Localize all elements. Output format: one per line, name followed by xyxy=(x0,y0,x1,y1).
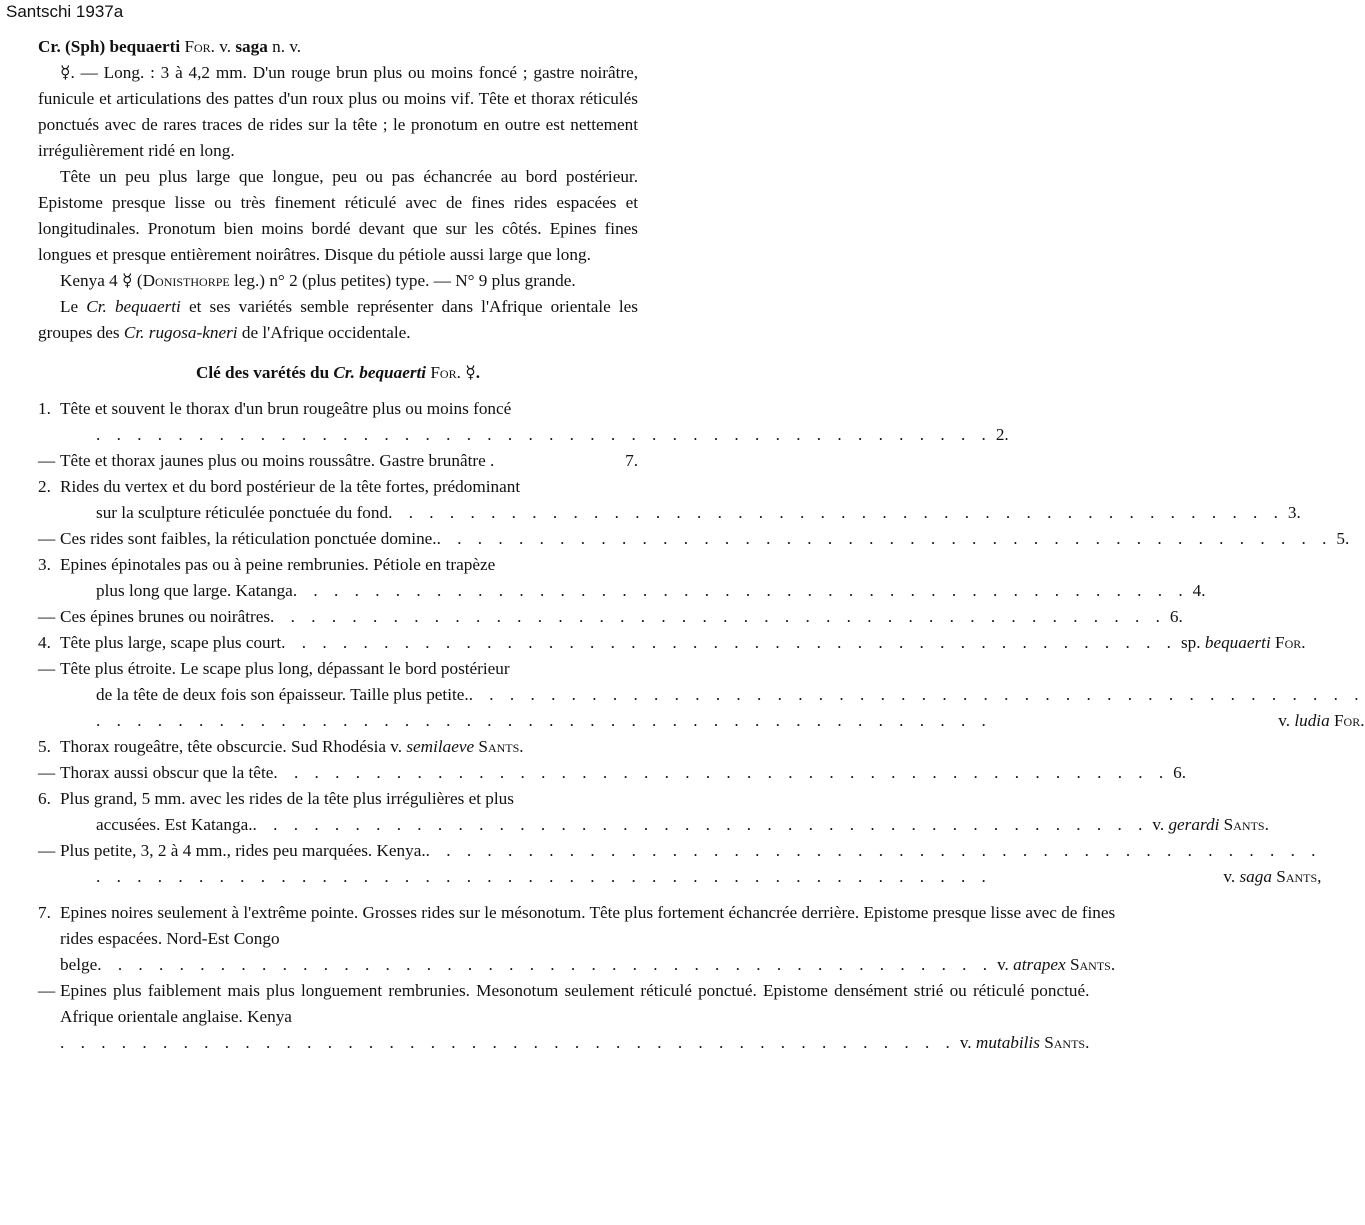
key-dash: — xyxy=(38,763,56,782)
title-v: v. xyxy=(219,37,232,56)
leader-dots: . . . . . . . . . . . . . . . . . . . . . . . . . . . . . . . . . . . . . . . . . . . . xyxy=(273,763,1170,782)
key-author: Sants. xyxy=(1044,1033,1090,1052)
key-result: 2. xyxy=(995,425,1009,444)
key-dash: — xyxy=(38,659,56,678)
key-rank: sp. xyxy=(1180,633,1205,652)
key-couplet-4a xyxy=(38,630,1306,656)
remark-species-2: Cr. rugosa-kneri xyxy=(123,323,238,342)
key-number: 7. xyxy=(38,903,51,922)
key-text: Plus petite, 3, 2 à 4 mm., rides peu marquées. Kenya. xyxy=(60,841,426,860)
title-nv: n. v. xyxy=(272,37,302,56)
key-text: Epines noires seulement à l'extrême pointe. Grosses rides sur le mésonotum. Tête plus fortement échancrée derrière. Epistome presque lisse avec de fines rides espacées. Nord-Est Congo xyxy=(60,903,1116,948)
material-text-b: leg.) n° 2 (plus petites) type. — N° 9 plus grande. xyxy=(229,271,576,290)
key-result: 4. xyxy=(1192,581,1206,600)
key-dash: — xyxy=(38,841,56,860)
title-species: bequaerti xyxy=(109,37,181,56)
key-number: 4. xyxy=(38,633,51,652)
leader-dots: . . . . . . . . . . . . . . . . . . . . . . . . . . . . . . . . . . . . . . . . . . . . xyxy=(252,815,1149,834)
key-text: Tête et souvent le thorax d'un brun rougeâtre plus ou moins foncé xyxy=(60,399,512,418)
description-paragraph-1: ☿. — Long. : 3 à 4,2 mm. D'un rouge brun plus ou moins foncé ; gastre noirâtre, funicule et articulations des pattes d'un roux plus ou moins vif. Tête et thorax réticulés ponctués avec de rares traces de rides sur la tête ; le pronotum en outre est nettement irrégulièrement ridé en long. xyxy=(38,63,638,160)
key-dash: — xyxy=(38,451,56,470)
key-text: plus long que large. Katanga xyxy=(96,581,293,600)
key-heading-author: For. xyxy=(430,363,461,382)
key-taxon: ludia xyxy=(1294,711,1330,730)
key-result: 6. xyxy=(1169,607,1183,626)
key-author: For. xyxy=(1275,633,1306,652)
key-text: Plus grand, 5 mm. avec les rides de la tête plus irrégulières et plus xyxy=(60,789,514,808)
key-author: For. xyxy=(1333,711,1365,730)
key-author: Sants. xyxy=(478,737,524,756)
key-couplet-2b xyxy=(38,526,1350,552)
key-rank: v. xyxy=(1278,711,1295,730)
key-author: Sants, xyxy=(1276,867,1322,886)
leader-dots: . . . . . . . . . . . . . . . . . . . . . . . . . . . . . . . . . . . . . . . . . . . . xyxy=(292,581,1189,600)
key-couplet-7a xyxy=(38,900,1116,978)
key-couplet-6b xyxy=(38,838,1322,890)
key-couplet-4b xyxy=(38,656,1365,734)
key-text: Rides du vertex et du bord postérieur de la tête fortes, prédominant xyxy=(60,477,521,496)
key-text: Ces épines brunes ou noirâtres xyxy=(60,607,271,626)
leader-dots: . . . . . . . . . . . . . . . . . . . . . . . . . . . . . . . . . . . . . . . . . . . . xyxy=(96,867,992,886)
key-dash: — xyxy=(38,981,56,1000)
key-text: Thorax aussi obscur que la tête xyxy=(60,763,274,782)
key-couplet-5b xyxy=(38,760,1187,786)
leader-dots: . . . . . . . . . . . . . . . . . . . . . . . . . . . . . . . . . . . . . . . . . . . . xyxy=(468,685,1365,704)
key-couplet-3b xyxy=(38,604,1183,630)
remark-text-a: Le xyxy=(60,297,87,316)
leader-dots: . . . . . . . . . . . . . . . . . . . . . . . . . . . . . . . . . . . . . . . . . . . . xyxy=(425,841,1322,860)
key-couplet-2a xyxy=(38,474,1301,526)
key-text: Ces rides sont faibles, la réticulation ponctuée domine. xyxy=(60,529,437,548)
key-result: 7. xyxy=(625,451,638,470)
key-result: 5. xyxy=(1336,529,1350,548)
document-body xyxy=(38,34,1365,1056)
key-text: Epines plus faiblement mais plus longuement rembrunies. Mesonotum seulement réticulé ponctué. Epistome densément strié ou réticulé ponctué. Afrique orientale anglaise. Kenya xyxy=(60,981,1090,1026)
key-dash: — xyxy=(38,607,56,626)
remark-paragraph xyxy=(38,294,638,346)
key-number: 2. xyxy=(38,477,51,496)
key-text: Tête plus large, scape plus court xyxy=(60,633,282,652)
key-text: Tête plus étroite. Le scape plus long, dépassant le bord postérieur xyxy=(60,659,510,678)
key-couplet-1b xyxy=(38,448,638,474)
key-taxon: atrapex xyxy=(1013,955,1066,974)
remark-text-b: et ses variétés semble représenter dans l'Afrique orientale les groupes des xyxy=(38,297,638,342)
key-couplet-3a xyxy=(38,552,1206,604)
key-text: Tête et thorax jaunes plus ou moins roussâtre. Gastre brunâtre . xyxy=(60,451,495,470)
key-text: Thorax rougeâtre, tête obscurcie. Sud Rhodésia v. xyxy=(60,737,407,756)
key-number: 3. xyxy=(38,555,51,574)
key-result: 6. xyxy=(1173,763,1187,782)
key-rank: v. xyxy=(959,1033,976,1052)
key-heading-caste: ☿. xyxy=(465,363,481,382)
key-text: Epines épinotales pas ou à peine rembrunies. Pétiole en trapèze xyxy=(60,555,496,574)
key-text: accusées. Est Katanga. xyxy=(96,815,253,834)
key-rank: v. xyxy=(1152,815,1169,834)
key-text: de la tête de deux fois son épaisseur. Taille plus petite. xyxy=(96,685,469,704)
key-heading xyxy=(38,360,638,386)
collector-name: Donisthorpe xyxy=(142,271,230,290)
key-taxon: gerardi xyxy=(1168,815,1220,834)
leader-dots: . . . . . . . . . . . . . . . . . . . . . . . . . . . . . . . . . . . . . . . . . . . . xyxy=(270,607,1166,626)
key-taxon: bequaerti xyxy=(1204,633,1271,652)
title-genus: Cr. (Sph) xyxy=(38,37,106,56)
page-header: Santschi 1937a xyxy=(6,2,124,21)
key-couplet-7b xyxy=(38,978,1090,1056)
key-text: belge xyxy=(60,955,98,974)
key-couplet-6a xyxy=(38,786,1269,838)
leader-dots: . . . . . . . . . . . . . . . . . . . . . . . . . . . . . . . . . . . . . . . . . . . . xyxy=(96,425,992,444)
key-result: 3. xyxy=(1287,503,1301,522)
leader-dots: . . . . . . . . . . . . . . . . . . . . . . . . . . . . . . . . . . . . . . . . . . . . xyxy=(96,711,992,730)
taxon-title xyxy=(38,34,638,60)
key-couplet-1a xyxy=(38,396,1009,448)
key-heading-text: Clé des varétés du xyxy=(195,363,334,382)
leader-dots: . . . . . . . . . . . . . . . . . . . . . . . . . . . . . . . . . . . . . . . . . . . . xyxy=(281,633,1177,652)
key-number: 1. xyxy=(38,399,51,418)
leader-dots: . . . . . . . . . . . . . . . . . . . . . . . . . . . . . . . . . . . . . . . . . . . . xyxy=(388,503,1284,522)
key-couplet-5a xyxy=(38,734,638,760)
remark-species-1: Cr. bequaerti xyxy=(86,297,181,316)
title-variety: saga xyxy=(235,37,268,56)
key-rank: v. xyxy=(997,955,1014,974)
key-dash: — xyxy=(38,529,56,548)
key-taxon: saga xyxy=(1239,867,1272,886)
material-paragraph xyxy=(38,268,638,294)
key-heading-species: Cr. bequaerti xyxy=(333,363,427,382)
leader-dots: . . . . . . . . . . . . . . . . . . . . . . . . . . . . . . . . . . . . . . . . . . . . xyxy=(436,529,1333,548)
description-paragraph-2: Tête un peu plus large que longue, peu ou pas échancrée au bord postérieur. Epistome presque lisse ou très finement réticulé avec de fines rides espacées et longitudinales. Pronotum bien moins bordé devant que sur les côtés. Epines fines longues et presque entièrement noirâtres. Disque du pétiole aussi large que long. xyxy=(38,167,638,264)
key-taxon: semilaeve xyxy=(406,737,475,756)
title-author: For. xyxy=(184,37,215,56)
key-number: 5. xyxy=(38,737,51,756)
key-text: sur la sculpture réticulée ponctuée du fond xyxy=(96,503,389,522)
leader-dots: . . . . . . . . . . . . . . . . . . . . . . . . . . . . . . . . . . . . . . . . . . . . xyxy=(97,955,994,974)
remark-text-c: de l'Afrique occidentale. xyxy=(237,323,411,342)
key-author: Sants. xyxy=(1223,815,1269,834)
key-rank: v. xyxy=(1223,867,1240,886)
material-text-a: Kenya 4 ☿ ( xyxy=(60,271,143,290)
key-number: 6. xyxy=(38,789,51,808)
key-author: Sants. xyxy=(1069,955,1116,974)
key-taxon: mutabilis xyxy=(975,1033,1040,1052)
leader-dots: . . . . . . . . . . . . . . . . . . . . . . . . . . . . . . . . . . . . . . . . . . . . xyxy=(60,1033,956,1052)
